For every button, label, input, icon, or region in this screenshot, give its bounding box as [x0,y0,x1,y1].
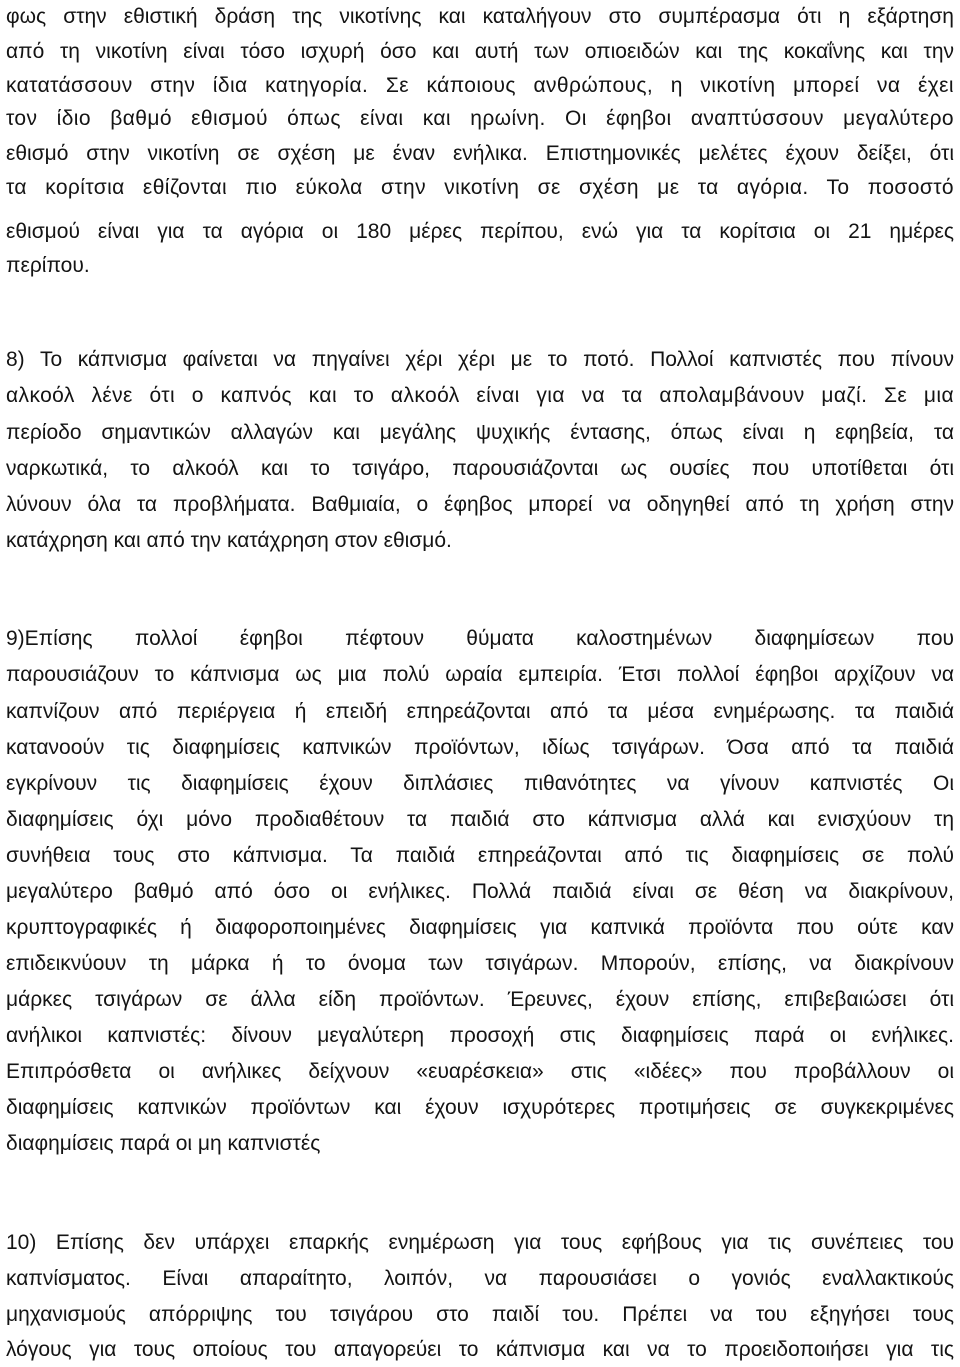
text-line: κατατάσσουν στην ίδια κατηγορία. Σε κάποιους ανθρώπους, η νικοτίνη μπορεί να έχει [6,74,954,97]
text-line: κατανοούν τις διαφημίσεις καπνικών προϊόντων, ιδίως τσιγάρων. Όσα από τα παιδιά [6,736,954,759]
text-line: φως στην εθιστική δράση της νικοτίνης και καταλήγουν στο συμπέρασμα ότι η εξάρτηση [6,5,954,28]
text-line: Επιπρόσθετα οι ανήλικες δείχνουν «ευαρέσκεια» στις «ιδέες» που προβάλλουν οι [6,1060,954,1083]
text-line: καπνίζουν από περιέργεια ή επειδή επηρεάζονται από τα μέσα ενημέρωσης. τα παιδιά [6,700,954,723]
text-line: εθισμού είναι για τα αγόρια οι 180 μέρες περίπου, ενώ για τα κορίτσια οι 21 ημέρες [6,220,954,243]
text-line: 9)Επίσης πολλοί έφηβοι πέφτουν θύματα καλοστημένων διαφημίσεων που [6,627,954,650]
text-line: μάρκες τσιγάρων σε άλλα είδη προϊόντων. Έρευνες, έχουν επίσης, επιβεβαιώσει ότι [6,988,954,1011]
text-line: τον ίδιο βαθμό εθισμού όπως είναι και ηρωίνη. Οι έφηβοι αναπτύσσουν μεγαλύτερο [6,107,954,130]
text-line: περίοδο σημαντικών αλλαγών και μεγάλης ψυχικής έντασης, όπως είναι η εφηβεία, τα [6,421,954,444]
text-line: λύνουν όλα τα προβλήματα. Βαθμιαία, ο έφηβος μπορεί να οδηγηθεί από τη χρήση στην [6,493,954,516]
text-line: καπνίσματος. Είναι απαραίτητο, λοιπόν, να παρουσιάσει ο γονιός εναλλακτικούς [6,1267,954,1290]
text-line: 10) Επίσης δεν υπάρχει επαρκής ενημέρωση για τους εφήβους για τις συνέπειες του [6,1231,954,1254]
text-line: παρουσιάζουν το κάπνισμα ως μια πολύ ωραία εμπειρία. Έτσι πολλοί έφηβοι αρχίζουν να [6,663,954,686]
text-line: εθισμό στην νικοτίνη σε σχέση με έναν ενήλικα. Επιστημονικές μελέτες έχουν δείξει, ότι [6,142,954,165]
text-line: κατάχρηση και από την κατάχρηση στον εθισμό. [6,529,452,552]
text-line: διαφημίσεις καπνικών προϊόντων και έχουν ισχυρότερες προτιμήσεις σε συγκεκριμένες [6,1096,954,1119]
text-line: λόγους για τους οποίους του απαγορεύει το κάπνισμα και να το προειδοποιήσει για τις [6,1338,954,1361]
text-line: διαφημίσεις παρά οι μη καπνιστές [6,1132,321,1155]
text-line: διαφημίσεις όχι μόνο προδιαθέτουν τα παιδιά στο κάπνισμα αλλά και ενισχύουν τη [6,808,954,831]
text-line: ναρκωτικά, το αλκοόλ και το τσιγάρο, παρουσιάζονται ως ουσίες που υποτίθεται ότι [6,457,954,480]
text-line: 8) Το κάπνισμα φαίνεται να πηγαίνει χέρι χέρι με το ποτό. Πολλοί καπνιστές που πίνουν [6,348,954,371]
text-line: κρυπτογραφικές ή διαφοροποιημένες διαφημίσεις για καπνικά προϊόντα που ούτε καν [6,916,954,939]
text-line: εγκρίνουν τις διαφημίσεις έχουν διπλάσιες πιθανότητες να γίνουν καπνιστές Οι [6,772,954,795]
text-line: περίπου. [6,254,90,277]
text-line: αλκοόλ λένε ότι ο καπνός και το αλκοόλ είναι για να τα απολαμβάνουν μαζί. Σε μια [6,384,954,407]
text-line: επιδεικνύουν τη μάρκα ή το όνομα των τσιγάρων. Μπορούν, επίσης, να διακρίνουν [6,952,954,975]
text-line: συνήθεια τους στο κάπνισμα. Τα παιδιά επηρεάζονται από τις διαφημίσεις σε πολύ [6,844,954,867]
text-line: τα κορίτσια εθίζονται πιο εύκολα στην νικοτίνη σε σχέση με τα αγόρια. Το ποσοστό [6,176,954,199]
text-line: από τη νικοτίνη είναι τόσο ισχυρή όσο και αυτή των οπιοειδών και της κοκαΐνης και την [6,40,954,63]
text-line: μηχανισμούς απόρριψης του τσιγάρου στο παιδί του. Πρέπει να του εξηγήσει τους [6,1303,954,1326]
text-line: ανήλικοι καπνιστές: δίνουν μεγαλύτερη προσοχή στις διαφημίσεις παρά οι ενήλικες. [6,1024,954,1047]
text-line: μεγαλύτερο βαθμό από όσο οι ενήλικες. Πολλά παιδιά είναι σε θέση να διακρίνουν, [6,880,954,903]
